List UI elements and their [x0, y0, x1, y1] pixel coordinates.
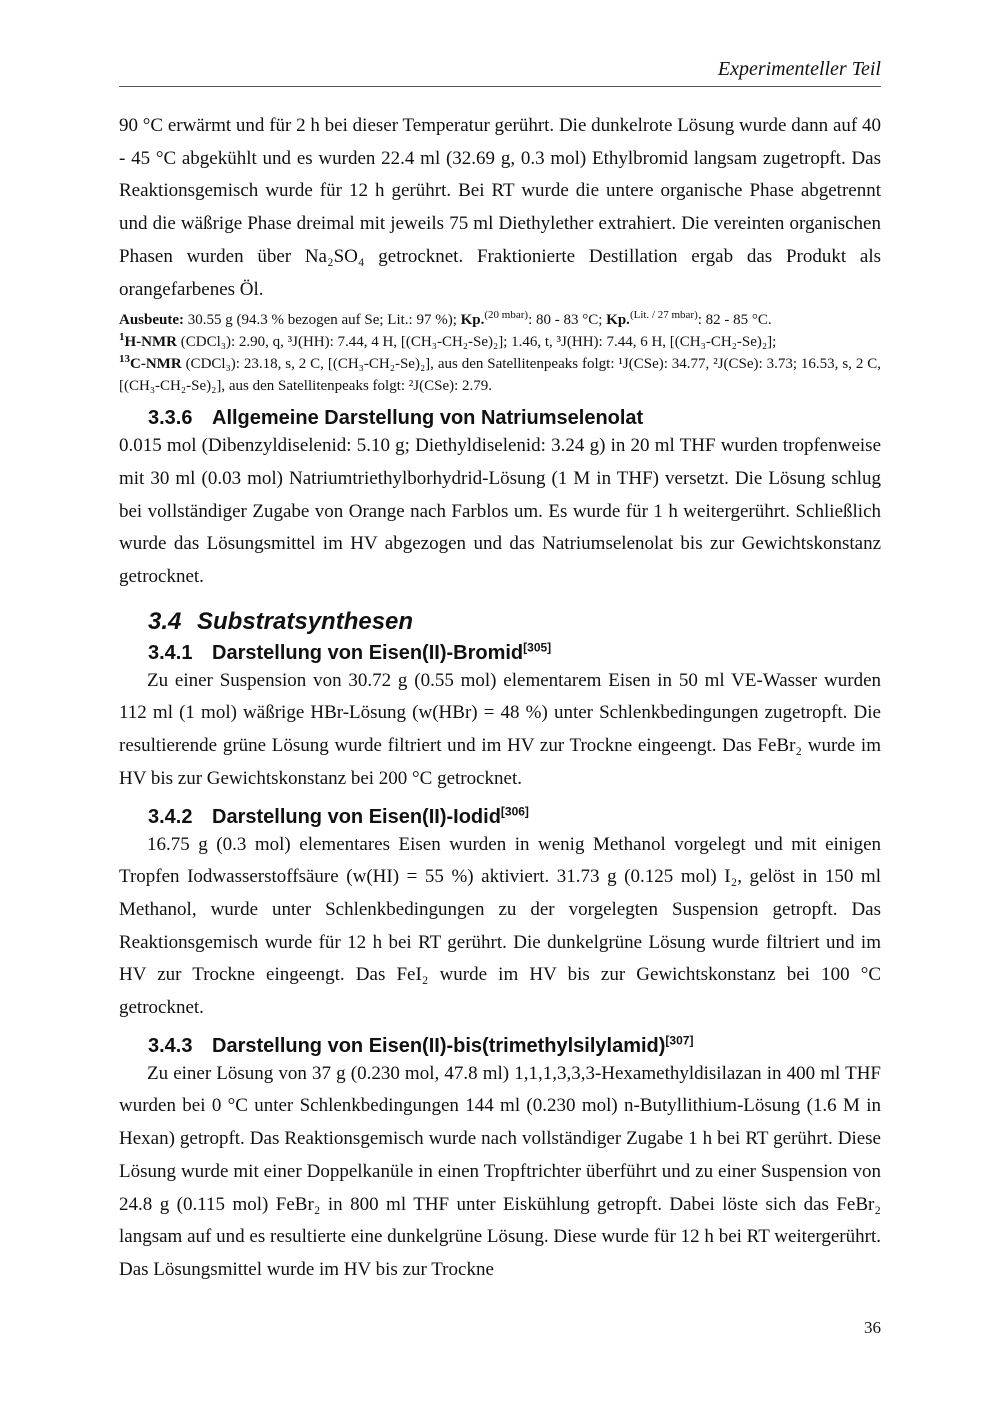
chapter-number: 3.4	[148, 607, 182, 635]
hnmr-line	[119, 331, 881, 353]
section-paragraph: Zu einer Suspension von 30.72 g (0.55 mol) elementarem Eisen in 50 ml VE-Wasser wurden 112 ml (1 mol) wäßrige HBr-Lösung (w(HBr) = 48 %) unter Schlenkbedingungen zugetropft. Die resultierende grüne Lösung wurde filtriert und im HV zur Trockne eingeengt. Das FeBr₂ wurde im HV bis zur Gewichtskonstanz bei 200 °C getrocknet.	[119, 669, 881, 789]
citation-ref: [307]	[665, 1033, 694, 1048]
hnmr-isotope: 1	[119, 331, 125, 344]
section-number: 3.4.2	[148, 805, 193, 828]
page-number: 36	[864, 1318, 881, 1337]
section-number: 3.4.3	[148, 1034, 193, 1057]
section-title: Allgemeine Darstellung von Natriumselenolat	[212, 407, 644, 430]
bp-lit-label: Kp.	[606, 312, 630, 329]
intro-paragraph: 90 °C erwärmt und für 2 h bei dieser Temperatur gerührt. Die dunkelrote Lösung wurde dann auf 40 - 45 °C abgekühlt und es wurden 22.4 ml (32.69 g, 0.3 mol) Ethylbromid langsam zugetropft. Das Reaktionsgemisch wurde für 12 h gerührt. Bei RT wurde die untere organische Phase abgetrennt und die wäßrige Phase dreimal mit jeweils 75 ml Diethylether extrahiert. Die vereinten organischen Phasen wurden über Na₂SO₄ getrocknet. Fraktionierte Destillation ergab das Produkt als orangefarbenes Öl.	[119, 115, 881, 300]
section-number: 3.3.6	[148, 407, 193, 430]
yield-text: 30.55 g (94.3 % bezogen auf Se; Lit.: 97 %);	[187, 312, 457, 329]
page-content	[119, 110, 881, 1287]
section-heading	[119, 642, 881, 665]
chapter-title: Substratsynthesen	[197, 607, 414, 635]
bp-value: : 80 - 83 °C;	[528, 312, 603, 329]
section-heading	[119, 407, 881, 430]
cnmr-isotope: 13	[119, 353, 130, 366]
yield-label: Ausbeute:	[119, 312, 185, 329]
section-paragraph: 16.75 g (0.3 mol) elementares Eisen wurden in wenig Methanol vorgelegt und mit einigen Tropfen Iodwasserstoffsäure (w(HI) = 55 %) aktiviert. 31.73 g (0.125 mol) I₂, gelöst in 150 ml Methanol, wurde unter Schlenkbedingungen zu der vorgelegten Suspension getropft. Das Reaktionsgemisch wurde für 12 h bei RT gerührt. Die dunkelgrüne Lösung wurde filtriert und im HV zur Trockne eingeengt. Das FeI₂ wurde im HV bis zur Gewichtskonstanz bei 100 °C getrocknet.	[119, 833, 881, 1019]
bp-lit-value: : 82 - 85 °C.	[697, 312, 772, 329]
section-heading	[119, 803, 881, 829]
section-title: Darstellung von Eisen(II)-bis(trimethylsilylamid)	[212, 1034, 666, 1057]
section-heading	[119, 1035, 881, 1058]
section-title: Darstellung von Eisen(II)-Bromid	[212, 641, 524, 664]
bp-lit-condition: (Lit. / 27 mbar)	[629, 309, 698, 322]
section-number: 3.4.1	[148, 641, 193, 664]
running-header	[119, 58, 881, 87]
citation-ref: [305]	[523, 640, 552, 655]
section-paragraph: 0.015 mol (Dibenzyldiselenid: 5.10 g; Diethyldiselenid: 3.24 g) in 20 ml THF wurden tropfenweise mit 30 ml (0.03 mol) Natriumtriethylborhydrid-Lösung (1 M in THF) versetzt. Die Lösung schlug bei vollständiger Zugabe von Orange nach Farblos um. Es wurde für 1 h weitergerührt. Schließlich wurde das Lösungsmittel im HV abgezogen und das Natriumselenolat bis zur Gewichtskonstanz getrocknet.	[119, 435, 881, 588]
analytics-block	[119, 309, 881, 397]
bp-label: Kp.	[460, 312, 485, 329]
cnmr-text: (CDCl₃): 23.18, s, 2 C, [(CH₃-CH₂-Se)₂], aus den Satellitenpeaks folgt: ¹J(CSe): 34.77, ²J(CSe): 3.73; 16.53, s, 2 C, [(CH₃-CH₂-Se)₂], aus den Satellitenpeaks folgt: ²J(CSe): 2.79.	[119, 356, 881, 395]
section-paragraph: Zu einer Lösung von 37 g (0.230 mol, 47.8 ml) 1,1,1,3,3,3-Hexamethyldisilazan in 400 ml THF wurden bei 0 °C unter Schlenkbedingungen 144 ml (0.230 mol) n-Butyllithium-Lösung (1.6 M in Hexan) getropft. Das Reaktionsgemisch wurde nach vollständiger Zugabe 1 h bei RT gerührt. Diese Lösung wurde mit einer Doppelkanüle in einen Tropftrichter überführt und zu einer Suspension von 24.8 g (0.115 mol) FeBr₂ in 800 ml THF unter Eiskühlung getropft. Dabei löste sich das FeBr₂ langsam auf und es resultierte eine dunkelgrüne Lösung. Diese wurde für 12 h bei RT weitergerührt. Das Lösungsmittel wurde im HV bis zur Trockne	[119, 1062, 881, 1280]
chapter-heading	[119, 608, 881, 636]
hnmr-label: H-NMR	[124, 334, 177, 351]
bp-condition: (20 mbar)	[484, 309, 529, 322]
header-title: Experimenteller Teil	[717, 58, 881, 80]
citation-ref: [306]	[500, 803, 529, 818]
cnmr-line	[119, 353, 881, 397]
hnmr-text: (CDCl₃): 2.90, q, ³J(HH): 7.44, 4 H, [(CH₃-CH₂-Se)₂]; 1.46, t, ³J(HH): 7.44, 6 H, [(CH₃-CH₂-Se)₂];	[180, 334, 777, 351]
cnmr-label: C-NMR	[130, 356, 182, 373]
yield-line	[119, 309, 881, 331]
section-title: Darstellung von Eisen(II)-Iodid	[212, 805, 501, 828]
